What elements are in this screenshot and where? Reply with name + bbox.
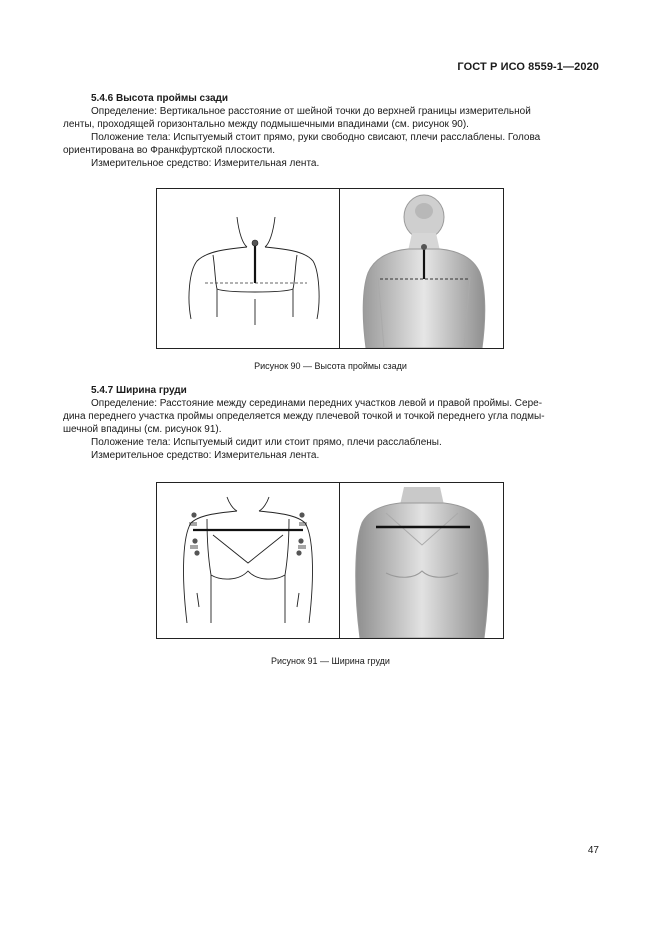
position-line-2: ориентирована во Франкфуртской плоскости. [63, 145, 276, 156]
section-heading: 5.4.7 Ширина груди [91, 385, 187, 396]
definition-line-2: ленты, проходящей горизонтально между подмышечными впадинами (см. рисунок 90). [63, 119, 469, 130]
figure-90-line-drawing [157, 189, 339, 348]
figure-91 [156, 482, 504, 639]
definition-line-1: Определение: Расстояние между серединами передних участков левой и правой проймы. Сере- [91, 398, 543, 409]
front-torso-scan [340, 483, 503, 638]
page-number: 47 [587, 845, 599, 856]
figure-91-line-drawing [157, 483, 339, 638]
definition-line-3: шечной впадины (см. рисунок 91). [63, 424, 222, 435]
document-standard-header: ГОСТ Р ИСО 8559-1—2020 [457, 61, 599, 73]
position-line-1: Положение тела: Испытуемый стоит прямо, руки свободно свисают, плечи расслаблены. Голова [91, 132, 541, 143]
figure-90-caption: Рисунок 90 — Высота проймы сзади [254, 361, 407, 371]
front-torso-sketch [157, 483, 339, 638]
definition-line-2: дина переднего участка проймы определяется между плечевой точкой и точкой переднего угла подмы- [63, 411, 545, 422]
definition-line-1: Определение: Вертикальное расстояние от шейной точки до верхней границы измерительной [91, 106, 531, 117]
section-armhole-height-back [63, 92, 599, 170]
figure-91-caption: Рисунок 91 — Ширина груди [271, 656, 390, 666]
instrument-line: Измерительное средство: Измерительная лента. [91, 450, 320, 461]
section-heading: 5.4.6 Высота проймы сзади [91, 93, 229, 104]
back-torso-sketch [157, 189, 339, 348]
figure-90 [156, 188, 504, 349]
back-torso-scan [340, 189, 503, 348]
section-chest-width [63, 384, 599, 462]
instrument-line: Измерительное средство: Измерительная лента. [91, 158, 320, 169]
figure-90-photo [340, 189, 503, 348]
position-line: Положение тела: Испытуемый сидит или стоит прямо, плечи расслаблены. [91, 437, 442, 448]
figure-91-photo [340, 483, 503, 638]
